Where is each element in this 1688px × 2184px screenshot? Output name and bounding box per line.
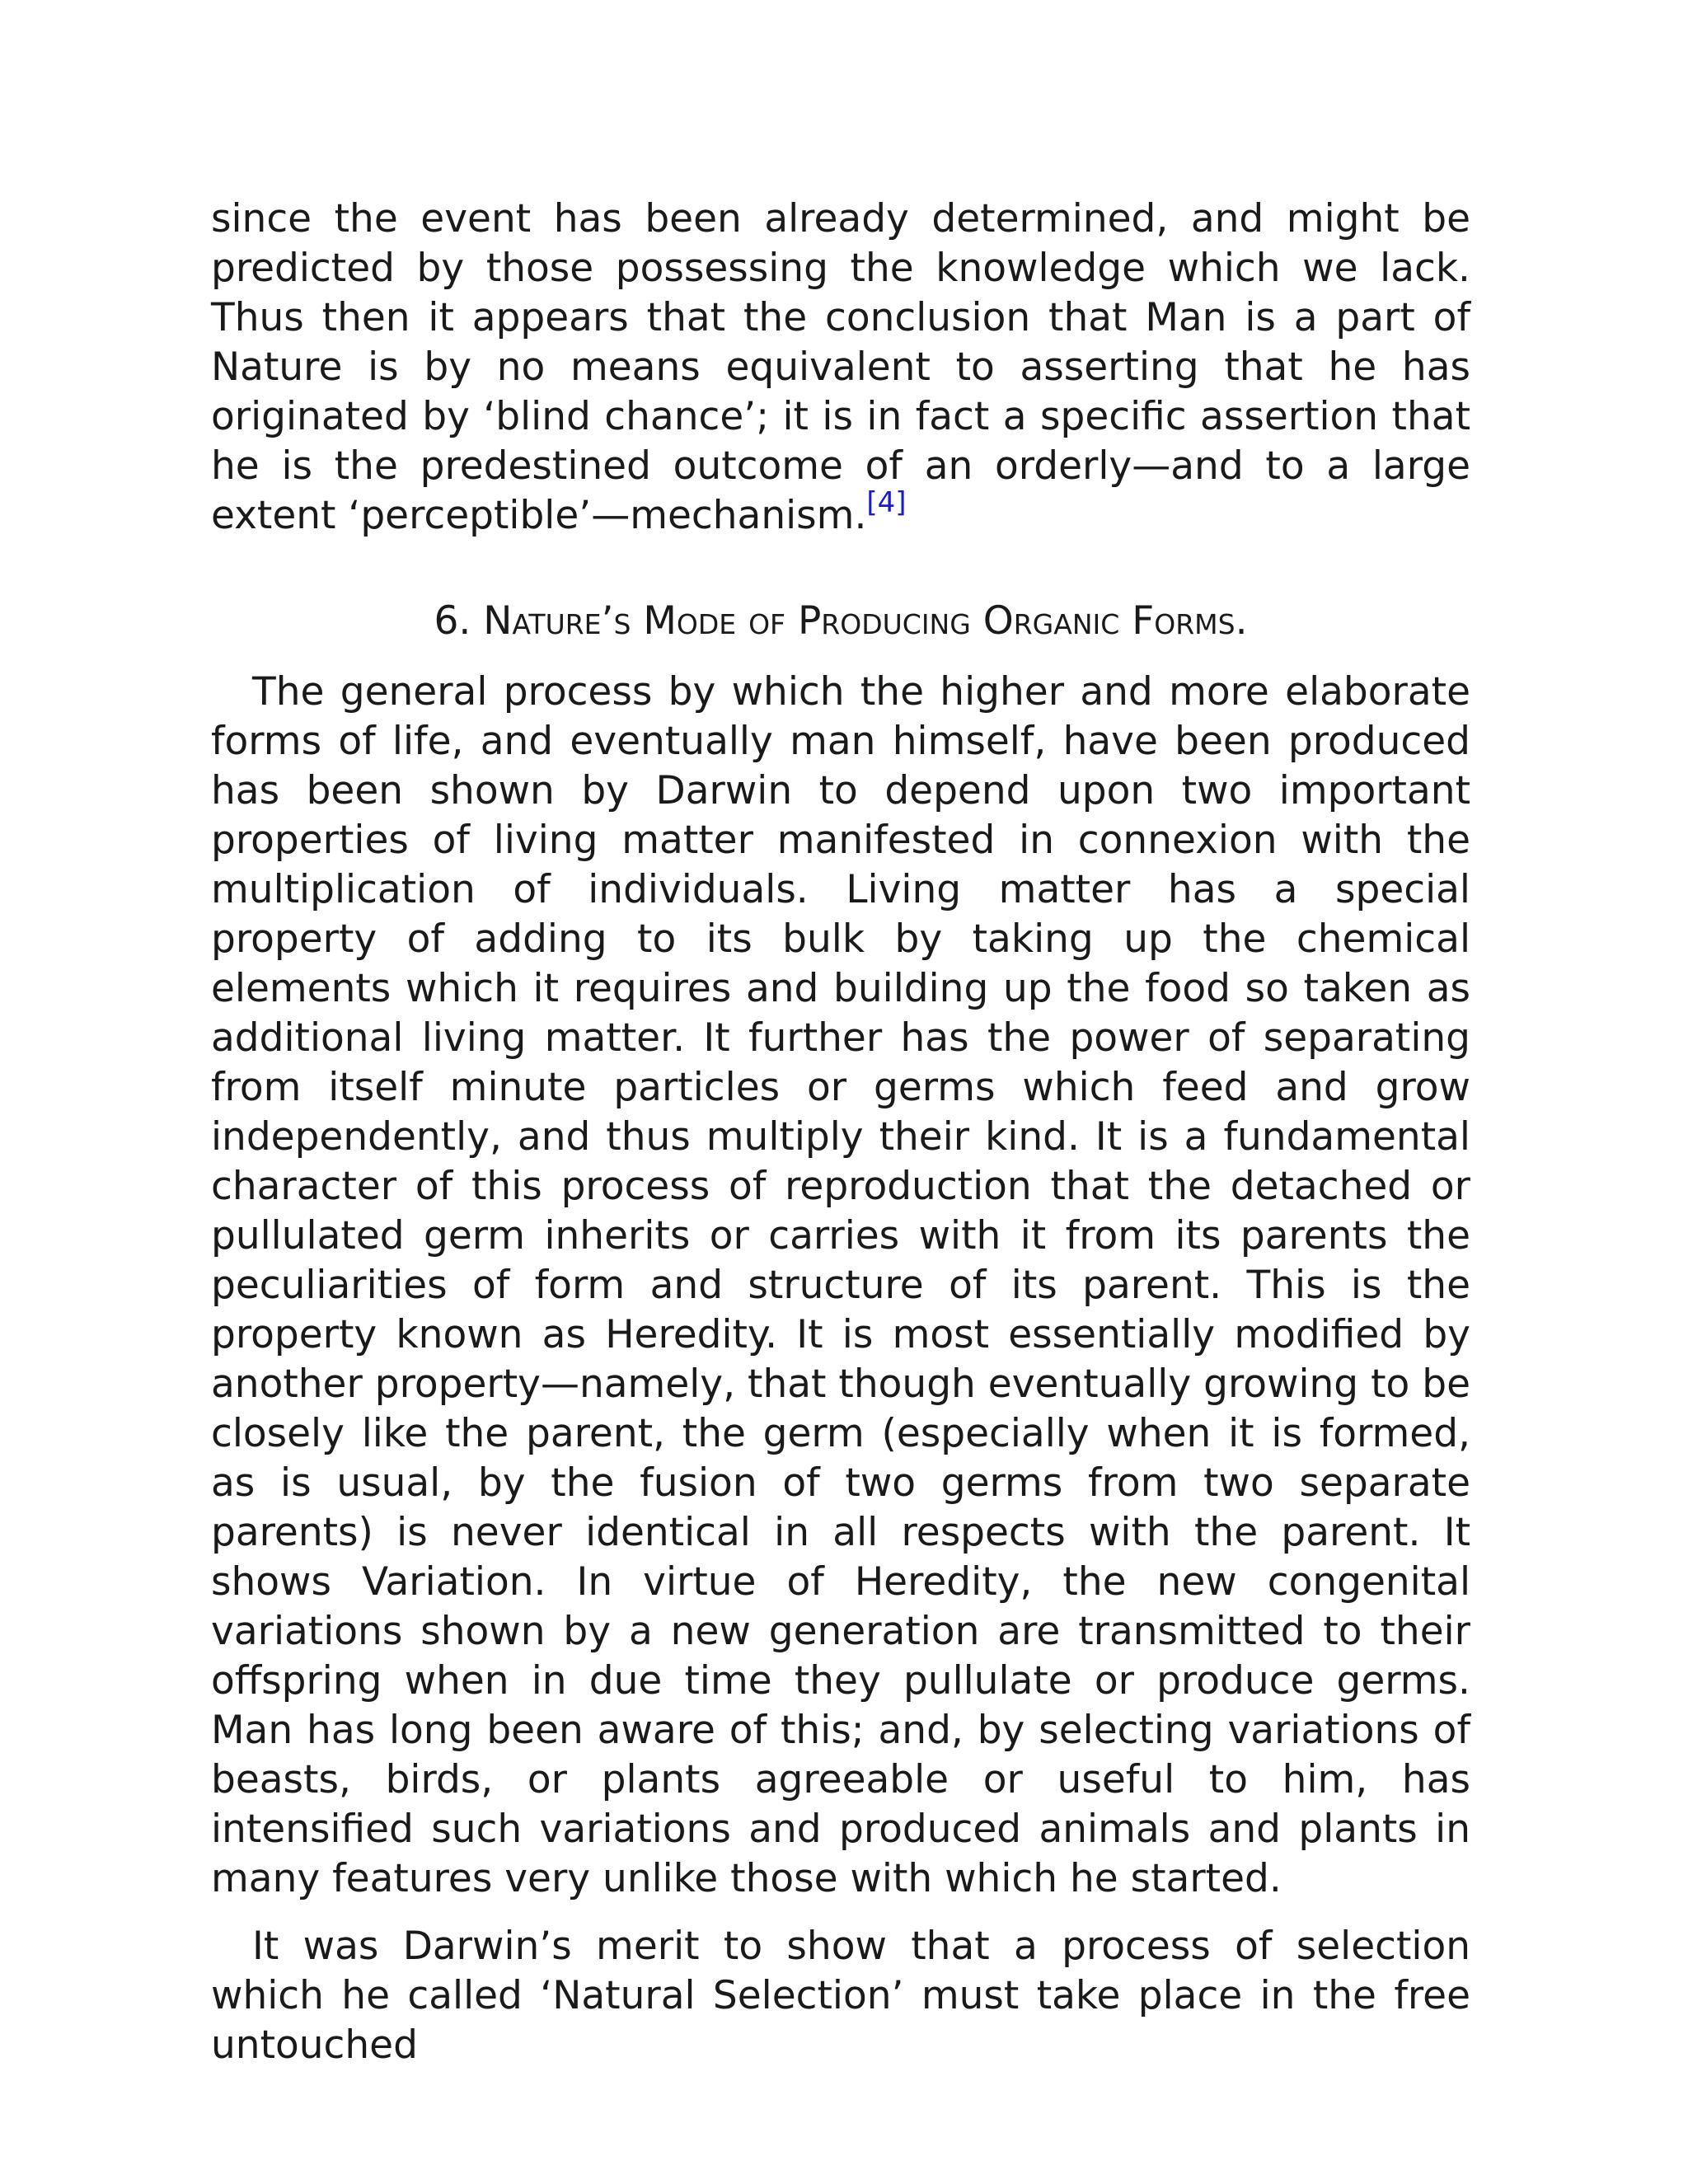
page-content — [211, 194, 1470, 2070]
body-paragraph: It was Darwin’s merit to show that a process of selection which he called ‘Natural Selection’ must take place in the free untouched — [211, 1924, 1470, 2068]
intro-paragraph — [211, 194, 1470, 541]
section-heading: 6. Nature’s Mode of Producing Organic Forms. — [434, 598, 1248, 644]
footnote-link[interactable]: [4] — [866, 486, 907, 519]
intro-paragraph-text: since the event has been already determined, and might be predicted by those possessing the knowledge which we lack. Thus then it appears that the conclusion that Man is a part of Nature is by no means equivalent to asserting that he has originated by ‘blind chance’; it is in fact a specific assertion that he is the predestined outcome of an orderly—and to a large extent ‘perceptible’—mechanism. — [211, 196, 1470, 538]
paragraph-gap — [211, 1904, 1470, 1922]
body-paragraph: The general process by which the higher and more elaborate forms of life, and eventually man himself, have been produced has been shown by Darwin to depend upon two important properties of living matter manifested in connexion with the multiplication of individuals. Living matter has a special property of adding to its bulk by taking up the chemical elements which it requires and building up the food so taken as additional living matter. It further has the power of separating from itself minute particles or germs which feed and grow independently, and thus multiply their kind. It is a fundamental character of this process of reproduction that the detached or pullulated germ inherits or carries with it from its parents the peculiarities of form and structure of its parent. This is the property known as Heredity. It is most essentially modified by another property—namely, that though eventually growing to be closely like the parent, the germ (especially when it is formed, as is usual, by the fusion of two germs from two separate parents) is never identical in all respects with the parent. It shows Variation. In virtue of Heredity, the new congenital variations shown by a new generation are transmitted to their offspring when in due time they pullulate or produce germs. Man has long been aware of this; and, by selecting variations of beasts, birds, or plants agreeable or useful to him, has intensified such variations and produced animals and plants in many features very unlike those with which he started. — [211, 669, 1470, 1901]
